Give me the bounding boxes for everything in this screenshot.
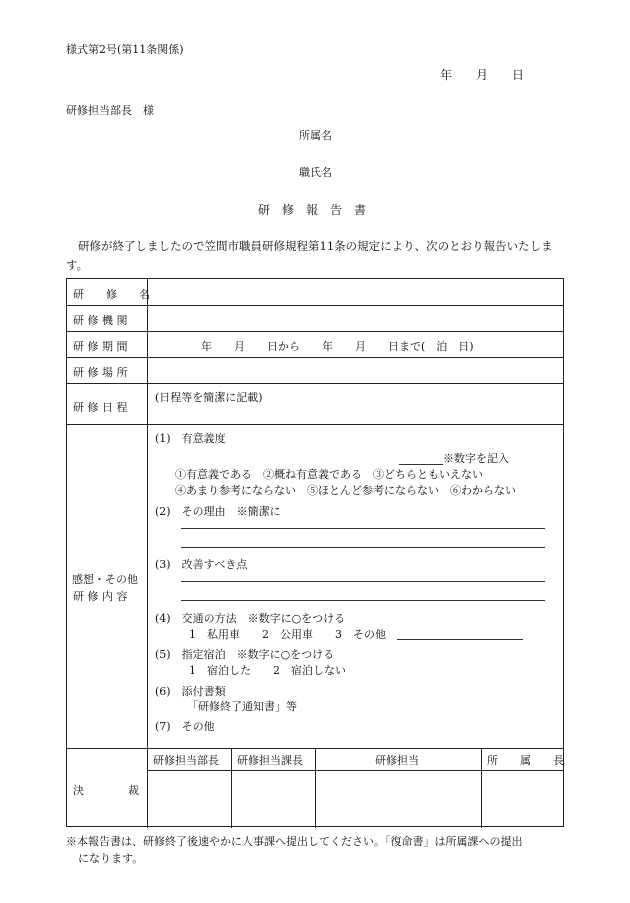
intro-text-line1: 研修が終了しましたので笠間市職員研修規程第11条の規定により、次のとおり報告いたしま <box>78 239 553 253</box>
q3-improvements: (3) 改善すべき点 <box>155 558 248 571</box>
form-number: 様式第2号(第11条関係) <box>66 43 184 56</box>
q3-answer-line-2[interactable] <box>181 600 545 601</box>
q2-answer-line-1[interactable] <box>181 528 545 529</box>
footer-note-line1: ※本報告書は、研修終了後速やかに人事課へ提出してください。「復命書」は所属課への提出 <box>66 835 523 848</box>
report-table <box>66 278 564 827</box>
training-schedule-field[interactable]: (日程等を簡潔に記載) <box>155 391 263 404</box>
q6-attachments: (6) 添付書類 <box>155 685 226 698</box>
approval-stamp-officer[interactable] <box>317 772 479 826</box>
addressee: 研修担当部長 様 <box>66 104 154 117</box>
approval-stamp-section-chief[interactable] <box>233 772 313 826</box>
approval-col-affiliation-head: 所 属 長 <box>487 754 564 767</box>
row-label-training-schedule: 研 修 日 程 <box>73 401 128 414</box>
footer-note-line2: になります。 <box>78 852 144 865</box>
affiliation-label: 所属名 <box>299 129 332 142</box>
approval-stamp-dept-head[interactable] <box>149 772 229 826</box>
row-label-training-content: 研 修 内 容 <box>73 590 128 603</box>
row-label-training-place: 研 修 場 所 <box>73 366 128 379</box>
q2-answer-line-2[interactable] <box>181 547 545 548</box>
approval-col-officer: 研修担当 <box>375 754 419 767</box>
q7-other: (7) その他 <box>155 720 215 733</box>
training-name-field[interactable] <box>153 281 559 303</box>
row-label-training-period: 研 修 期 間 <box>73 340 128 353</box>
q1-note: ※数字を記入 <box>443 452 509 465</box>
report-date[interactable]: 年 月 日 <box>440 68 525 82</box>
q5-lodging: (5) 指定宿泊 ※数字に○をつける <box>155 648 335 661</box>
approval-col-dept-head: 研修担当部長 <box>153 754 219 767</box>
row-label-training-org: 研 修 機 関 <box>73 314 128 327</box>
q1-options-row2: ④あまり参考にならない ⑤ほとんど参考にならない ⑥わからない <box>175 484 516 497</box>
q1-answer-line[interactable] <box>399 464 443 465</box>
q4-other-line[interactable] <box>397 639 523 640</box>
q4-transport: (4) 交通の方法 ※数字に○をつける <box>155 612 346 625</box>
approval-col-section-chief: 研修担当課長 <box>237 754 303 767</box>
row-label-impressions: 感想・その他 <box>72 573 138 586</box>
training-period-field[interactable]: 年 月 日から 年 月 日まで( 泊 日) <box>201 340 474 353</box>
q4-options[interactable]: 1 私用車 2 公用車 3 その他 <box>189 628 386 641</box>
training-org-field[interactable] <box>153 307 559 329</box>
name-label: 職氏名 <box>299 166 332 179</box>
page-title: 研 修 報 告 書 <box>258 203 367 217</box>
intro-text-line2: す。 <box>66 258 89 272</box>
training-place-field[interactable] <box>153 359 559 381</box>
approval-label: 決 裁 <box>73 784 139 797</box>
q5-options[interactable]: 1 宿泊した 2 宿泊しない <box>189 664 346 677</box>
row-label-training-name: 研 修 名 <box>73 288 150 301</box>
q3-answer-line-1[interactable] <box>181 581 545 582</box>
q1-significance: (1) 有意義度 <box>155 432 226 445</box>
q2-reason: (2) その理由 ※簡潔に <box>155 505 281 518</box>
q1-options-row1: ①有意義である ②概ね有意義である ③どちらともいえない <box>175 468 483 481</box>
q6-attachment-doc: 「研修終了通知書」等 <box>187 700 297 713</box>
approval-stamp-affiliation-head[interactable] <box>483 772 561 826</box>
